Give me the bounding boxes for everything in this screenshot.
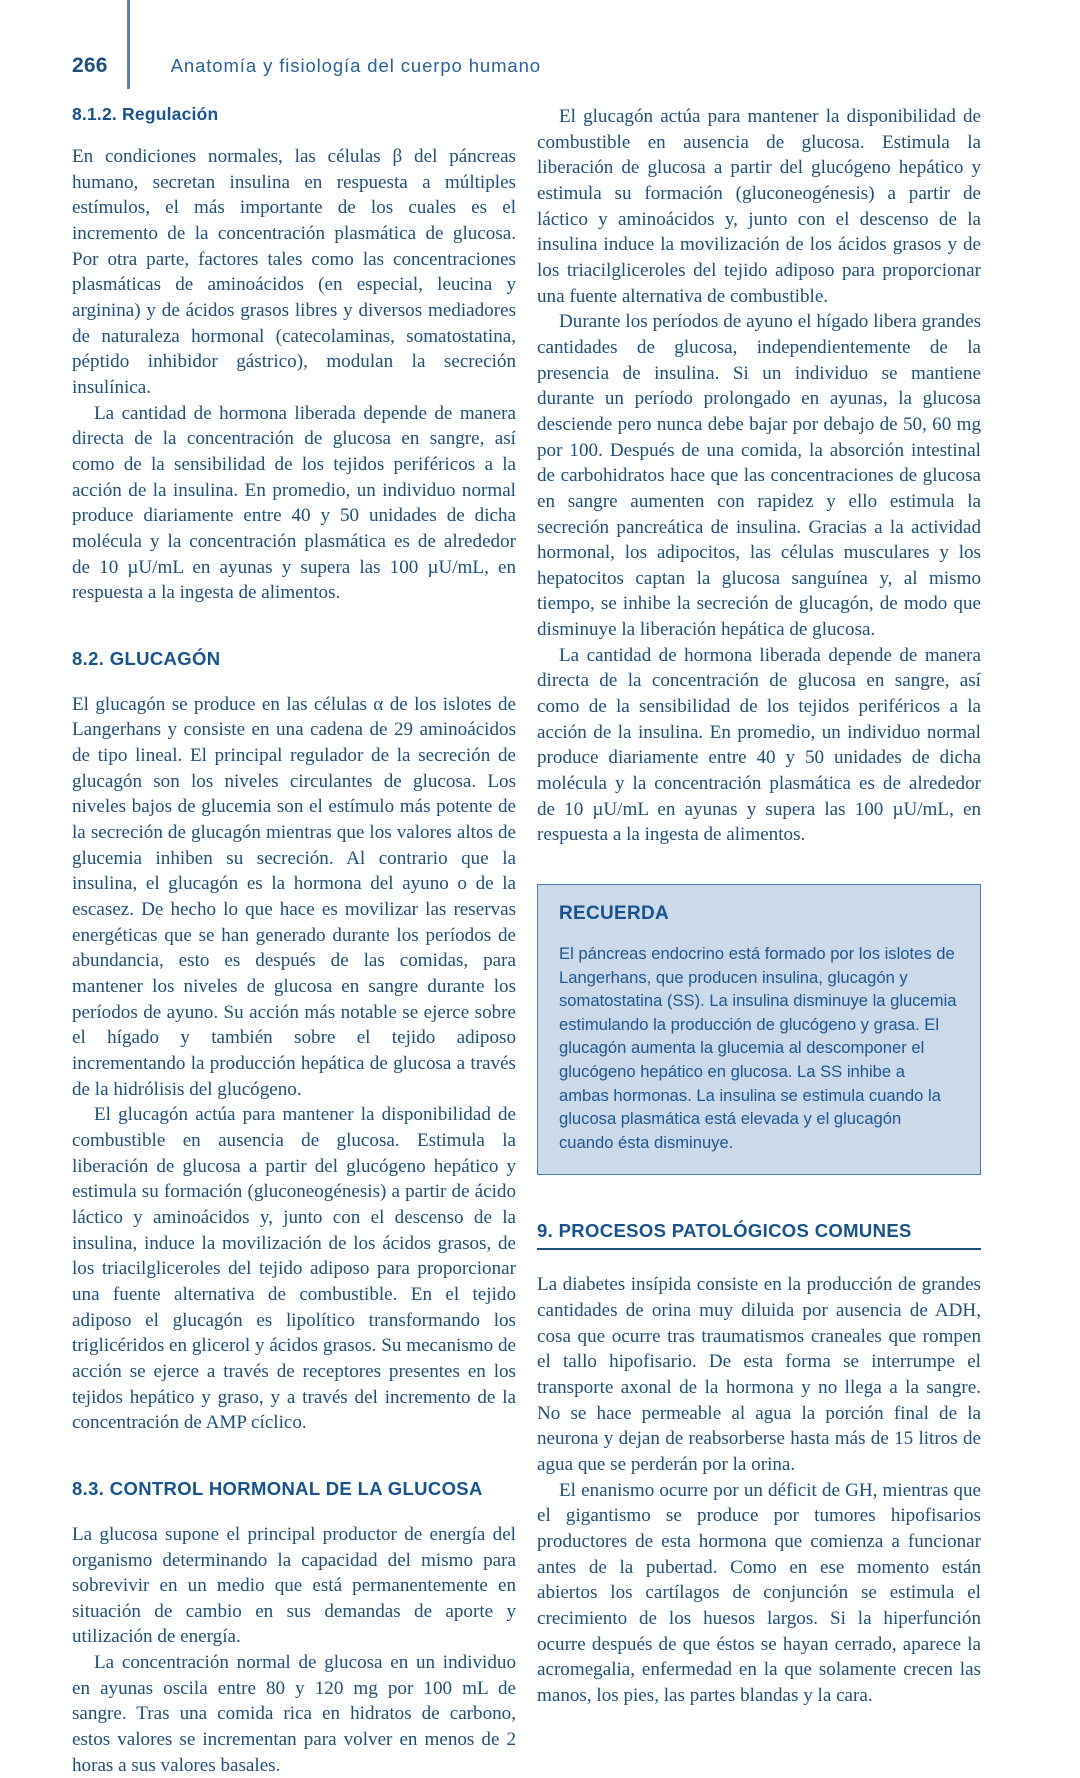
recuerda-body: El páncreas endocrino está formado por los islotes de Langerhans, que producen insulina, glucagón y somatostatina (SS). La insulina disminuye la glucemia estimulando la producción de glucógeno y grasa. El glucagón aumenta la glucemia al descomponer el glucógeno hepático en glucosa. La SS inhibe a ambas hormonas. La insulina se estimula cuando la glucosa plasmática está elevada y el glucagón cuando ésta disminuye. xyxy=(559,944,957,1152)
spacer xyxy=(537,1250,981,1272)
spacer xyxy=(72,1500,516,1522)
paragraph-fasting-liver: Durante los períodos de ayuno el hígado libera grandes cantidades de glucosa, independientemente de la presencia de insulina. Si un individuo se mantiene durante un período prolongado en ayunas, la glucosa desciende pero nunca debe bajar por debajo de 50, 60 mg por 100. Después de una comida, la absorción intestinal de carbohidratos hace que las concentraciones de glucosa en sangre aumenten con rapidez y ello estimula la secreción pancreática de insulina. Gracias a la actividad hormonal, los adipocitos, las células musculares y los hepatocitos captan la glucosa sanguínea y, al mismo tiempo, se inhibe la secreción de glucagón, de modo que disminuye la liberación hepática de glucosa. xyxy=(537,311,981,641)
running-head xyxy=(72,54,541,88)
paragraph-glucagon-fuel-right: El glucagón actúa para mantener la disponibilidad de combustible en ausencia de glucosa. Estimula la liberación de glucosa a partir del glucógeno hepático y estimula su formación (gluconeogénesis) a partir de láctico y aminoácidos y, junto con el descenso de la insulina induce la movilización de los ácidos grasos y de los triacilgliceroles del tejido adiposo para proporcionar una fuente alternativa de combustible. xyxy=(537,106,981,307)
spacer xyxy=(537,1175,981,1220)
paragraph-hormone-amount-left: La cantidad de hormona liberada depende de manera directa de la concentración de glucosa en sangre, así como de la sensibilidad de los tejidos periféricos a la acción de la insulina. En promedio, un individuo normal produce diariamente entre 40 y 50 unidades de dicha molécula y la concentración plasmática es de alrededor de 10 µU/mL en ayunas y supera las 100 µU/mL, en respuesta a la ingesta de alimentos. xyxy=(72,402,516,604)
heading-9-procesos-patologicos: 9. PROCESOS PATOLÓGICOS COMUNES xyxy=(537,1220,981,1250)
paragraph-glucose-energy: La glucosa supone el principal productor de energía del organismo determinando la capacidad del mismo para sobrevivir en un medio que está permanentemente en situación de cambio en sus demandas de aporte y utilización de energía. xyxy=(72,1523,516,1648)
heading-8-3-control-hormonal: 8.3. CONTROL HORMONAL DE LA GLUCOSA xyxy=(72,1477,483,1499)
right-column xyxy=(537,104,981,1709)
left-column xyxy=(72,104,516,1778)
spacer xyxy=(72,1436,516,1478)
paragraph-glucagon-production: El glucagón se produce en las células α de los islotes de Langerhans y consiste en una cadena de 29 aminoácidos de tipo lineal. El principal regulador de la secreción de glucagón son los niveles circulantes de glucosa. Los niveles bajos de glucemia son el estímulo más potente de la secreción de glucagón mientras que los valores altos de glucemia inhiben su secreción. Al contrario que la insulina, el glucagón es la hormona del ayuno o de la escasez. De hecho lo que hace es movilizar las reservas energéticas que se han generado durante los períodos de abundancia, esto es después de las comidas, para mantener los niveles de glucosa en sangre durante los períodos de ayuno. Su acción más notable se ejerce sobre el hígado y también sobre el tejido adiposo incrementando la producción hepática de glucosa a través de la hidrólisis del glucógeno. xyxy=(72,693,516,1100)
spacer xyxy=(72,606,516,648)
paragraph-enanismo-gigantismo: El enanismo ocurre por un déficit de GH, mientras que el gigantismo se produce por tumores hipofisarios productores de esta hormona que comienza a funcionar antes de la pubertad. Como en ese momento están abiertos los cartílagos de conjunción se estimula el crecimiento de los huesos largos. Si la hiperfunción ocurre después de que éstos se hayan cerrado, aparece la acromegalia, enfermedad en la que solamente crecen las manos, los pies, las partes blandas y la cara. xyxy=(537,1479,981,1706)
recuerda-callout-box xyxy=(537,884,981,1175)
paragraph-insulin-regulation: En condiciones normales, las células β del páncreas humano, secretan insulina en respuesta a múltiples estímulos, el más importante de los cuales es el incremento de la concentración plasmática de glucosa. Por otra parte, factores tales como las concentraciones plasmáticas de aminoácidos (en especial, leucina y arginina) y de ácidos grasos libres y diversos mediadores de naturaleza hormonal (catecolaminas, somatostatina, péptido inhibidor gástrico), modulan la secreción insulínica. xyxy=(72,146,516,398)
subheading-8-1-2: 8.1.2. Regulación xyxy=(72,104,219,124)
book-title: Anatomía y fisiología del cuerpo humano xyxy=(170,55,541,76)
paragraph-glucagon-fuel-left: El glucagón actúa para mantener la disponibilidad de combustible en ausencia de glucosa. Estimula la liberación de glucosa a partir del glucógeno hepático y estimula su formación (gluconeogénesis) a partir de ácido láctico y aminoácidos y, junto con el descenso de la insulina, induce la movilización de los ácidos grasos, de los triacilgliceroles del tejido adiposo para proporcionar una fuente alternativa de combustible. En el tejido adiposo el glucagón es lipolítico transformando los triglicéridos en glicerol y ácidos grasos. Su mecanismo de acción se ejerce a través de receptores presentes en los tejidos hepático y graso, y a través del incremento de la concentración de AMP cíclico. xyxy=(72,1104,516,1434)
paragraph-normal-glucose: La concentración normal de glucosa en un individuo en ayunas oscila entre 80 y 120 mg por 100 mL de sangre. Tras una comida rica en hidratos de carbono, estos valores se incrementan para volver en menos de 2 horas a sus valores basales. xyxy=(72,1652,516,1776)
recuerda-title: RECUERDA xyxy=(559,903,670,925)
heading-8-2-glucagon: 8.2. GLUCAGÓN xyxy=(72,647,221,669)
paragraph-diabetes-insipida: La diabetes insípida consiste en la producción de grandes cantidades de orina muy diluida por ausencia de ADH, cosa que ocurre tras traumatismos craneales que rompen el tallo hipofisario. De esta forma se interrumpe el transporte axonal de la hormona y no llega a la sangre. No se hace permeable al agua la porción final de la neurona y dejan de reabsorberse hasta más de 15 litros de agua que se perderán por la orina. xyxy=(537,1274,981,1475)
paragraph-hormone-amount-right: La cantidad de hormona liberada depende de manera directa de la concentración de glucosa en sangre, así como de la sensibilidad de los tejidos periféricos a la acción de la insulina. En promedio, un individuo normal produce diariamente entre 40 y 50 unidades de dicha molécula y la concentración plasmática es de alrededor de 10 µU/mL en ayunas y supera las 100 µU/mL, en respuesta a la ingesta de alimentos. xyxy=(537,644,981,846)
spacer xyxy=(537,848,981,884)
spacer xyxy=(72,125,516,144)
spacer xyxy=(72,670,516,692)
page-number: 266 xyxy=(72,54,108,77)
